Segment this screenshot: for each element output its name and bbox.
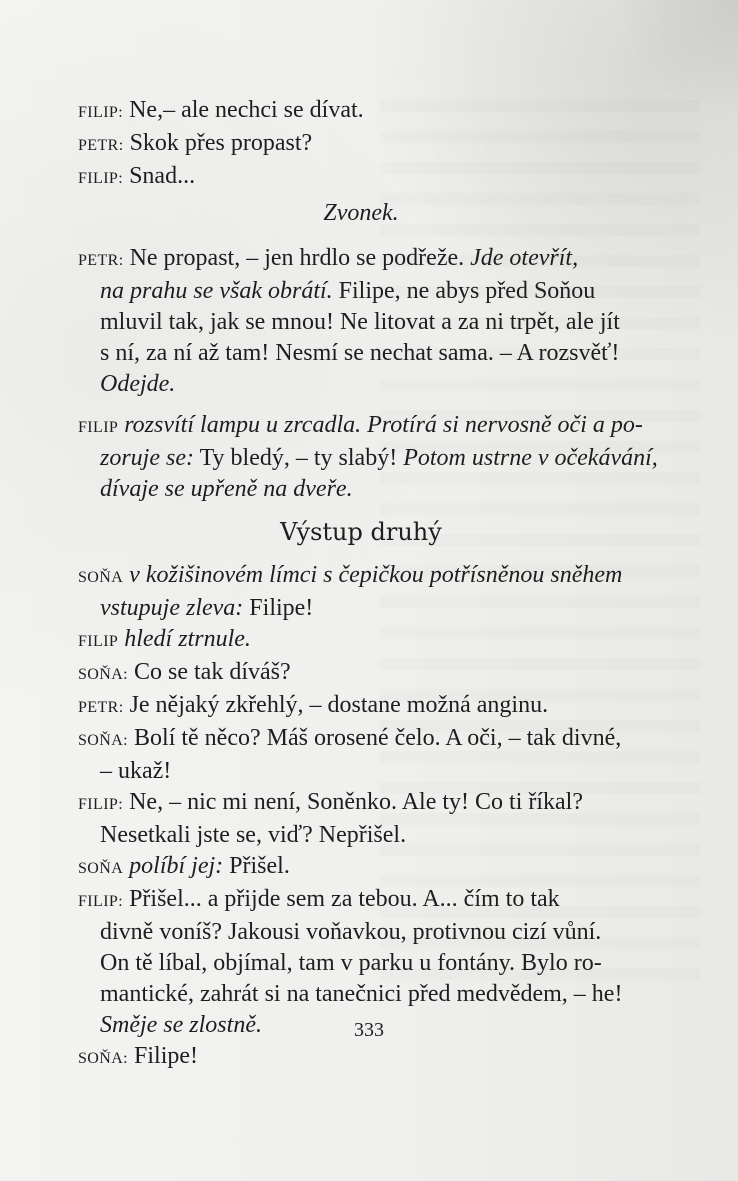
speaker-name: SOŇA xyxy=(78,569,124,586)
dialogue-text: Ty bledý, – ty slabý! xyxy=(199,445,398,471)
speaker-name: SOŇA: xyxy=(78,732,129,749)
dialogue-text: Filipe! xyxy=(249,595,314,621)
scene-title: Výstup druhý xyxy=(280,518,442,546)
speaker-name: FILIP: xyxy=(78,104,124,121)
dialogue-line xyxy=(78,410,644,443)
dialogue-line xyxy=(78,723,644,756)
stage-direction-inline: v kožišinovém límci s čepičkou potřísněnou sněhem xyxy=(129,562,623,588)
dialogue-continuation: – ukaž! xyxy=(100,758,172,784)
dialogue-continuation xyxy=(78,593,644,624)
speaker-name: SOŇA: xyxy=(78,666,129,683)
stage-direction: dívaje se upřeně na dveře. xyxy=(100,476,353,502)
dialogue-text: Filipe, ne abys před Soňou xyxy=(338,278,596,304)
stage-direction-inline: zoruje se: xyxy=(100,445,194,471)
dialogue-continuation: mantické, zahrát si na tanečnici před medvědem, – he! xyxy=(100,981,623,1007)
dialogue-text: Je nějaký zkřehlý, – dostane možná anginu. xyxy=(129,692,549,718)
speaker-name: PETR: xyxy=(78,699,124,716)
dialogue-continuation xyxy=(78,276,644,307)
dialogue-text: Přišel. xyxy=(229,853,290,879)
stage-direction-inline: Potom ustrne v očekávání, xyxy=(403,445,658,471)
dialogue-line xyxy=(78,657,644,690)
dialogue-line xyxy=(78,884,644,917)
dialogue-line xyxy=(78,243,644,276)
play-text xyxy=(78,95,658,1074)
dialogue-continuation: divně voníš? Jakousi voňavkou, protivnou cizí vůní. xyxy=(100,919,602,945)
dialogue-text: Přišel... a přijde sem za tebou. A... čím to tak xyxy=(129,886,560,912)
dialogue-line xyxy=(78,690,644,723)
dialogue-line xyxy=(78,560,644,593)
dialogue-line xyxy=(78,624,644,657)
dialogue-text: Ne propast, – jen hrdlo se podřeže. xyxy=(129,245,465,271)
dialogue-text: Filipe! xyxy=(134,1043,199,1069)
stage-direction: Zvonek. xyxy=(323,200,399,226)
speaker-name: FILIP: xyxy=(78,893,124,910)
stage-direction-inline: rozsvítí lampu u zrcadla. Protírá si nervosně oči a po- xyxy=(124,412,643,438)
speaker-name: FILIP: xyxy=(78,796,124,813)
speaker-name: SOŇA: xyxy=(78,1050,129,1067)
stage-direction-inline: políbí jej: xyxy=(129,853,224,879)
dialogue-continuation: mluvil tak, jak se mnou! Ne litovat a za ni trpět, ale jít xyxy=(100,309,620,335)
speaker-name: SOŇA xyxy=(78,860,124,877)
stage-direction-inline: Jde otevřít, xyxy=(470,245,579,271)
dialogue-text: Skok přes propast? xyxy=(129,130,313,156)
speaker-name: FILIP: xyxy=(78,170,124,187)
dialogue-continuation: Nesetkali jste se, viď? Nepřišel. xyxy=(100,822,407,848)
page-number: 333 xyxy=(354,1019,384,1041)
dialogue-line xyxy=(78,95,644,128)
dialogue-text: Snad... xyxy=(129,163,196,189)
stage-direction: Směje se zlostně. xyxy=(100,1012,262,1038)
stage-direction-inline: hledí ztrnule. xyxy=(124,626,251,652)
stage-direction: Odejde. xyxy=(100,371,176,397)
dialogue-line xyxy=(78,851,644,884)
stage-direction-inline: vstupuje zleva: xyxy=(100,595,244,621)
speaker-name: PETR: xyxy=(78,252,124,269)
dialogue-continuation: On tě líbal, objímal, tam v parku u fontány. Bylo ro- xyxy=(100,950,602,976)
dialogue-line xyxy=(78,787,644,820)
dialogue-text: Co se tak díváš? xyxy=(134,659,291,685)
speaker-name: FILIP xyxy=(78,419,119,436)
stage-direction-inline: na prahu se však obrátí. xyxy=(100,278,333,304)
dialogue-continuation: s ní, za ní až tam! Nesmí se nechat sama. – A rozsvěť! xyxy=(100,340,620,366)
speaker-name: PETR: xyxy=(78,137,124,154)
dialogue-line xyxy=(78,128,644,161)
dialogue-text: Ne, – nic mi není, Soněnko. Ale ty! Co ti říkal? xyxy=(129,789,584,815)
dialogue-continuation xyxy=(78,443,658,474)
speaker-name: FILIP xyxy=(78,633,119,650)
dialogue-line xyxy=(78,161,644,194)
dialogue-text: Bolí tě něco? Máš orosené čelo. A oči, – tak divné, xyxy=(134,725,622,751)
dialogue-text: Ne,– ale nechci se dívat. xyxy=(129,97,364,123)
dialogue-line xyxy=(78,1041,644,1074)
